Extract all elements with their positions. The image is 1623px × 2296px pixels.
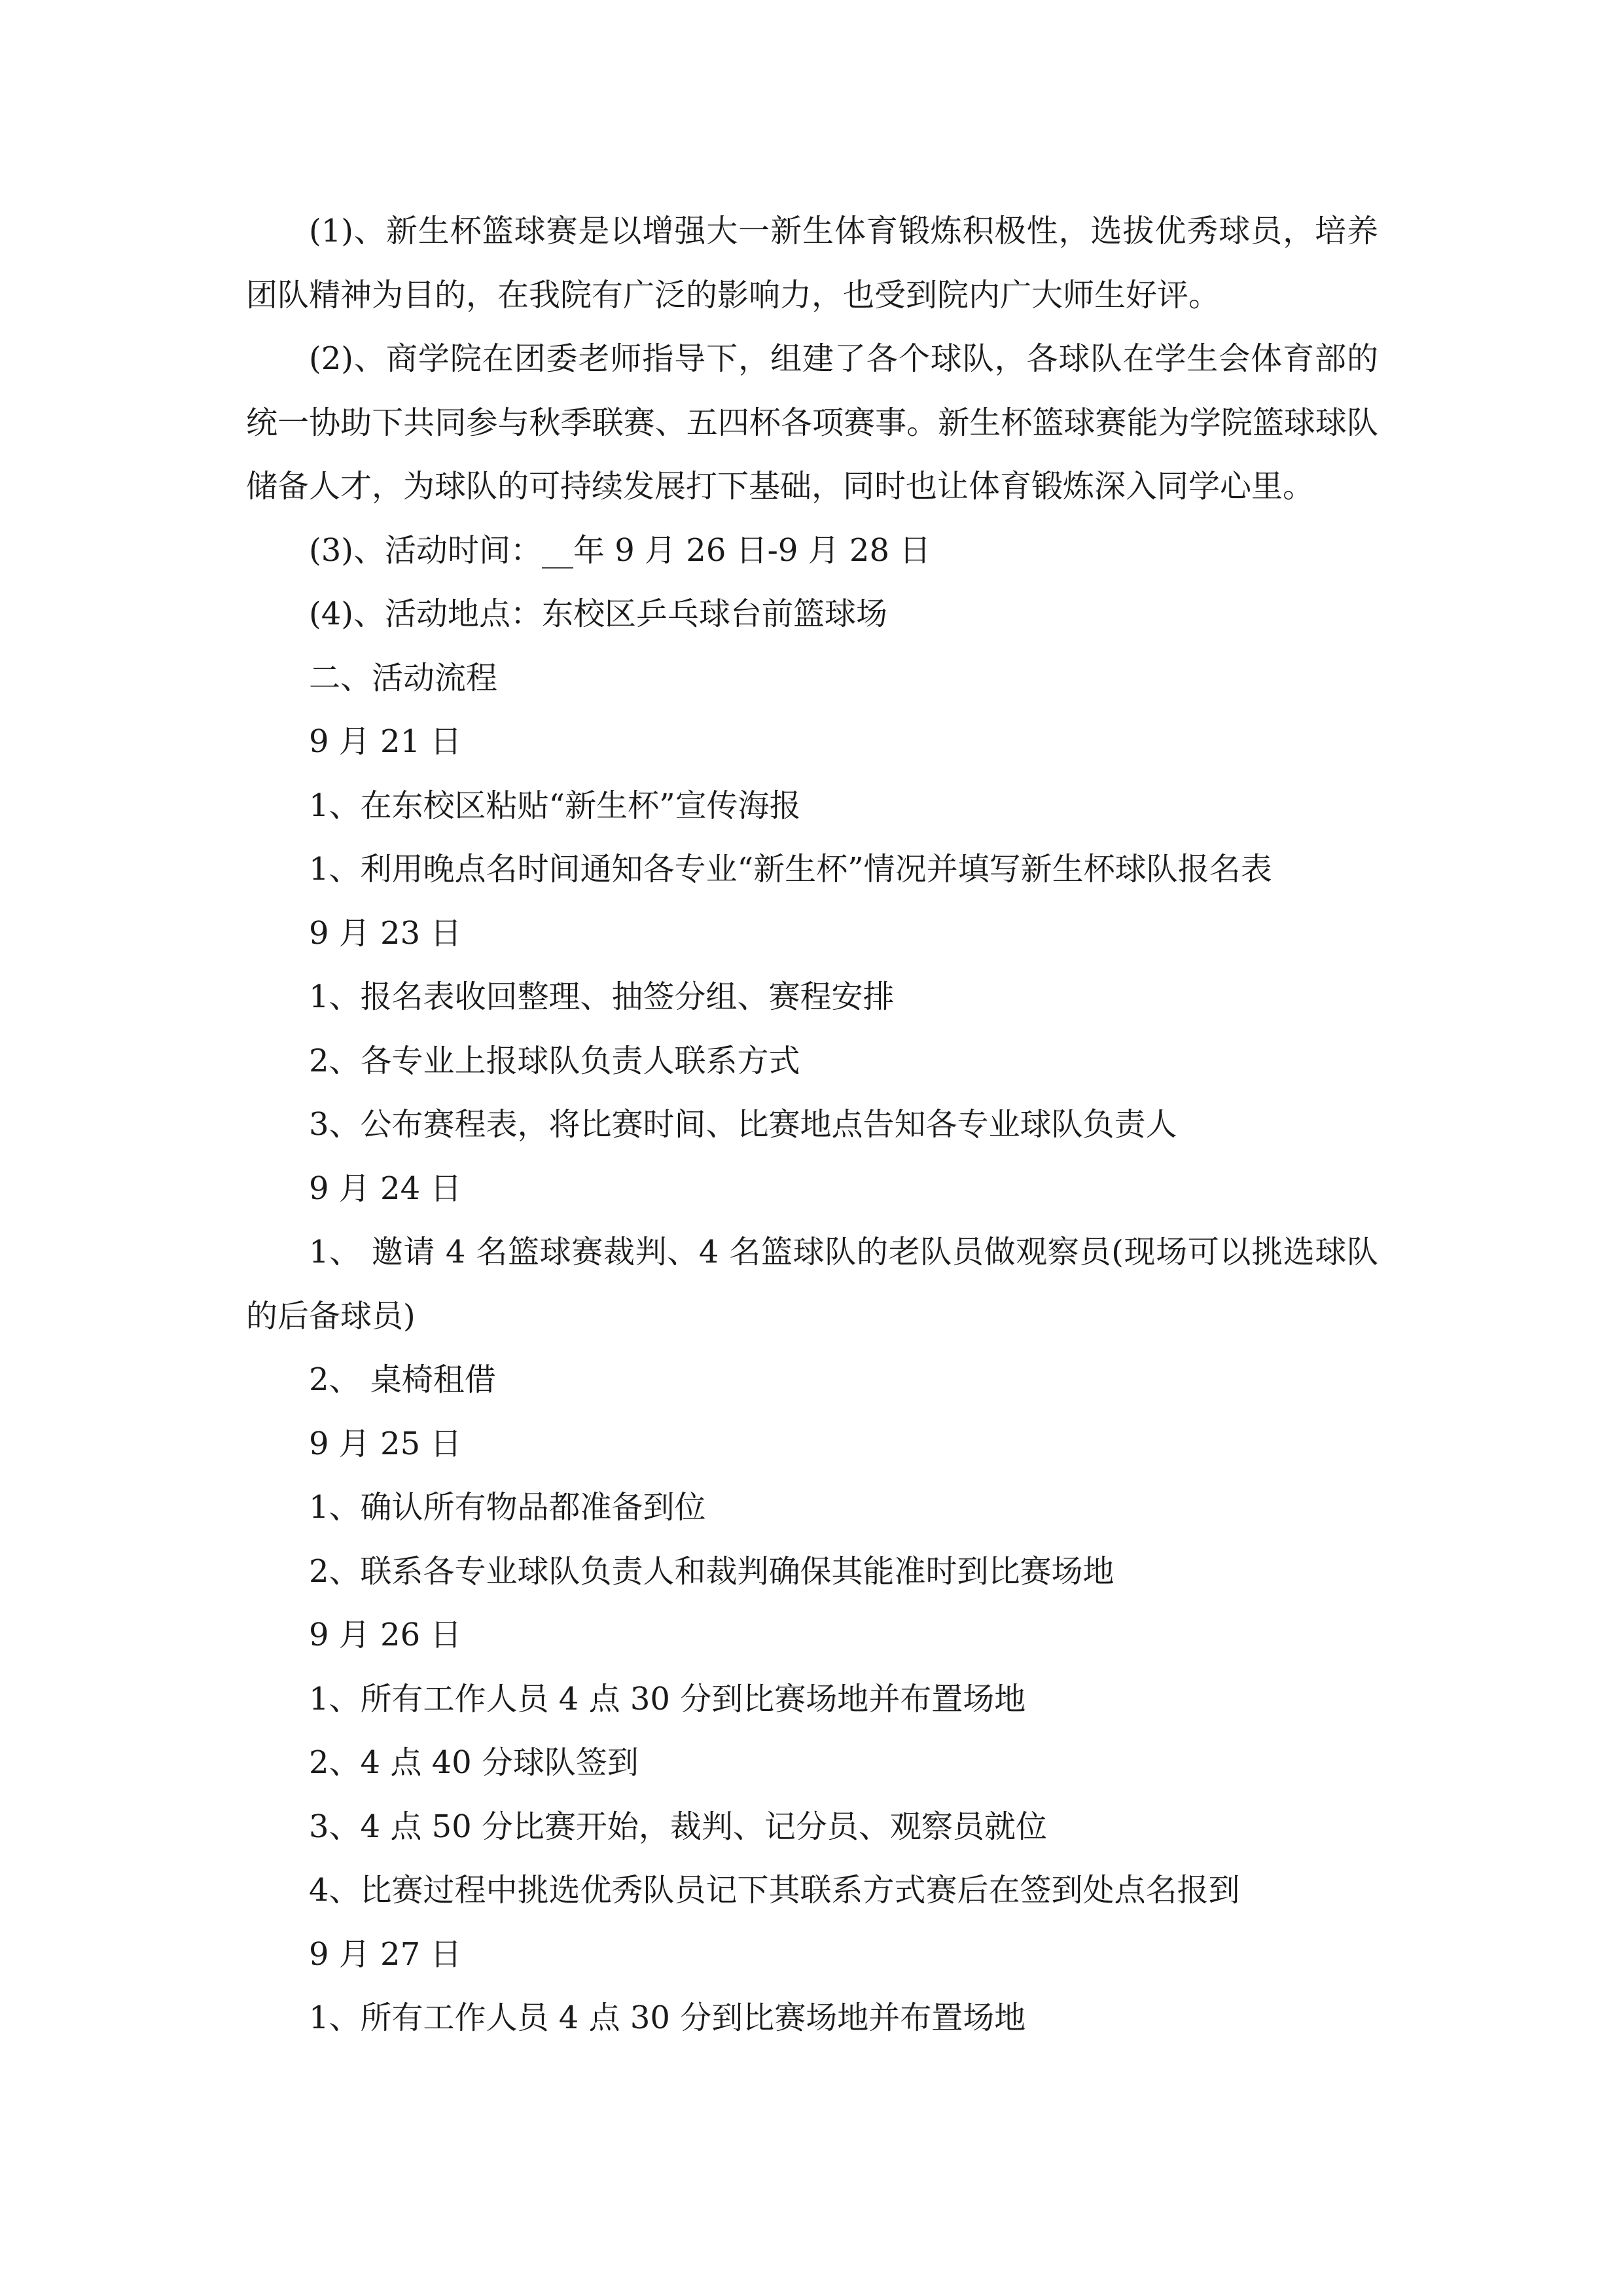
date-heading-0926: 9 月 26 日 [309, 1617, 462, 1653]
paragraph-activity-place: (4)、活动地点：东校区乒乓球台前篮球场 [309, 596, 887, 632]
list-item: 1、所有工作人员 4 点 30 分到比赛场地并布置场地 [309, 1680, 1026, 1717]
paragraph-intro-1: (1)、新生杯篮球赛是以增强大一新生体育锻炼积极性，选拔优秀球员，培养团队精神为目的，在我院有广泛的影响力，也受到院内广大师生好评。 [246, 213, 1378, 314]
list-item: 3、4 点 50 分比赛开始，裁判、记分员、观察员就位 [309, 1808, 1047, 1845]
list-item: 1、 邀请 4 名篮球赛裁判、4 名篮球队的老队员做观察员(现场可以挑选球队的后备球员) [246, 1234, 1378, 1335]
list-item: 2、4 点 40 分球队签到 [309, 1744, 639, 1781]
document-body [246, 200, 1378, 2051]
section-heading-activity-flow: 二、活动流程 [309, 659, 498, 696]
date-heading-0924: 9 月 24 日 [309, 1170, 462, 1207]
list-item: 1、所有工作人员 4 点 30 分到比赛场地并布置场地 [309, 2000, 1026, 2036]
date-heading-0923: 9 月 23 日 [309, 914, 462, 952]
list-item: 1、确认所有物品都准备到位 [309, 1489, 706, 1526]
paragraph-activity-time: (3)、活动时间：__年 9 月 26 日-9 月 28 日 [309, 531, 931, 569]
date-heading-0921: 9 月 21 日 [309, 723, 462, 760]
list-item: 2、联系各专业球队负责人和裁判确保其能准时到比赛场地 [309, 1552, 1115, 1590]
list-item: 3、公布赛程表，将比赛时间、比赛地点告知各专业球队负责人 [309, 1106, 1177, 1143]
paragraph-intro-2: (2)、商学院在团委老师指导下，组建了各个球队，各球队在学生会体育部的统一协助下共同参与秋季联赛、五四杯各项赛事。新生杯篮球赛能为学院篮球球队储备人才，为球队的可持续发展打下基础，同时也让体育锻炼深入同学心里。 [246, 340, 1378, 505]
list-item: 1、在东校区粘贴“新生杯”宣传海报 [309, 787, 801, 824]
date-heading-0925: 9 月 25 日 [309, 1425, 462, 1462]
list-item: 2、各专业上报球队负责人联系方式 [309, 1042, 800, 1079]
date-heading-0927: 9 月 27 日 [309, 1935, 462, 1973]
list-item: 2、 桌椅租借 [309, 1361, 496, 1398]
list-item: 4、比赛过程中挑选优秀队员记下其联系方式赛后在签到处点名报到 [309, 1872, 1240, 1909]
list-item: 1、报名表收回整理、抽签分组、赛程安排 [309, 978, 895, 1015]
list-item: 1、利用晚点名时间通知各专业“新生杯”情况并填写新生杯球队报名表 [309, 851, 1272, 888]
